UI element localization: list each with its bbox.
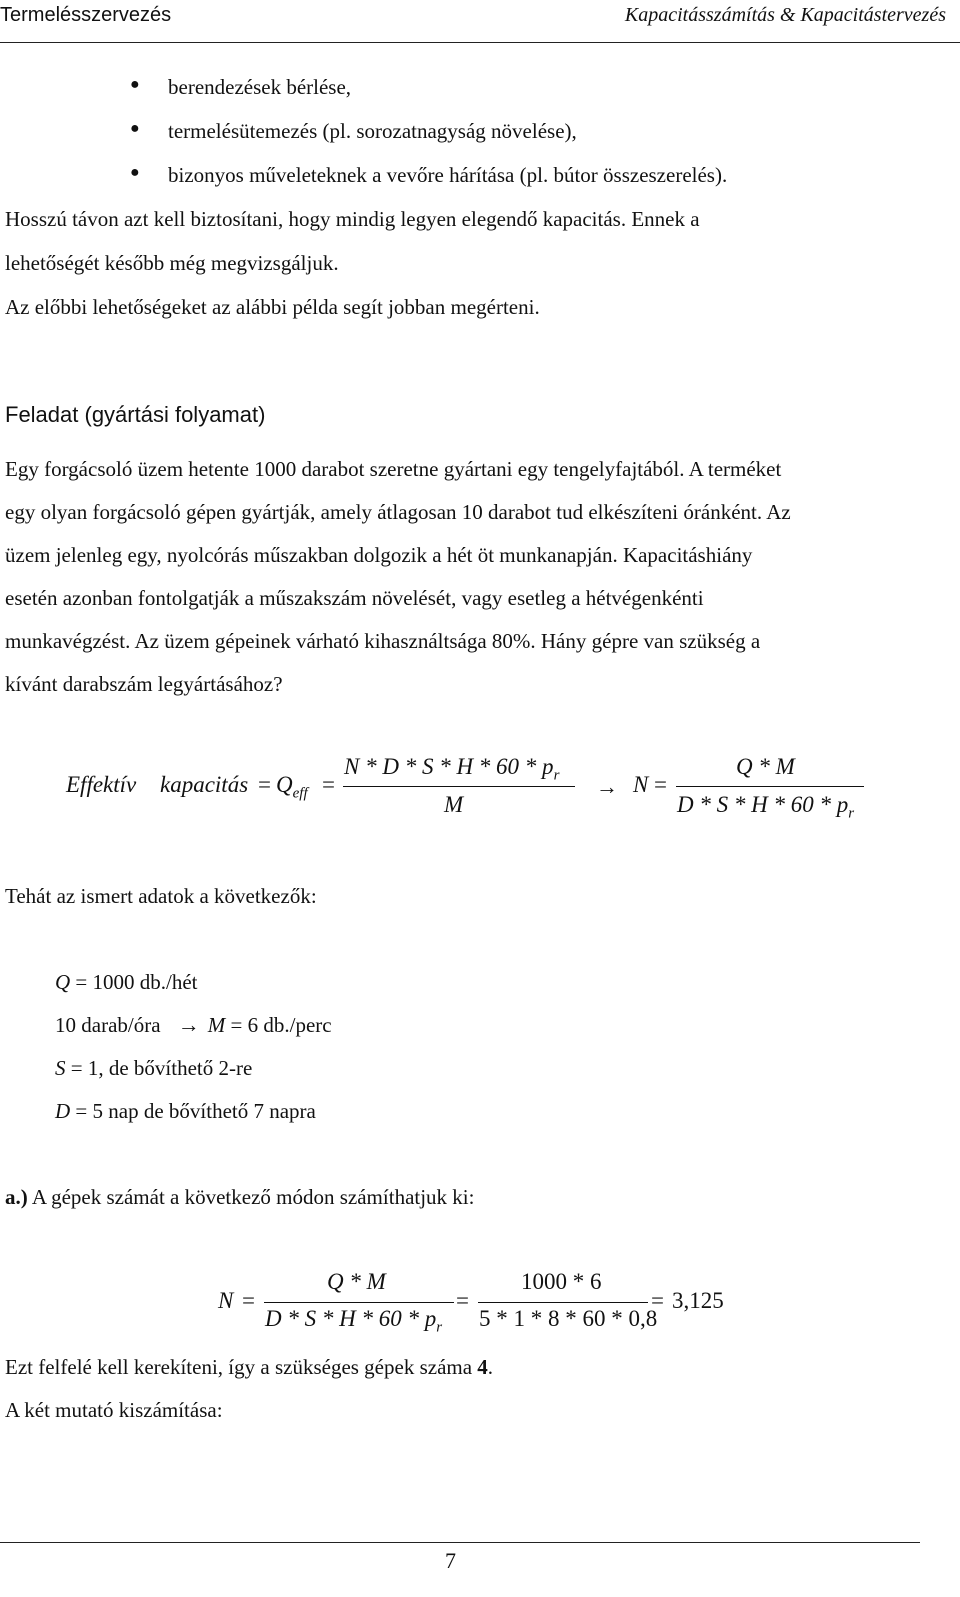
known-value-s: S = 1, de bővíthető 2-re [55,1056,253,1080]
paragraph-line: kívánt darabszám legyártásához? [5,672,283,696]
part-a-heading: a.) A gépek számát a következő módon számíthatjuk ki: [5,1185,475,1209]
bullet-item: berendezések bérlése, [168,75,352,99]
fraction-bar [478,1302,648,1303]
fraction-bar [264,1302,454,1303]
fraction-denominator: D * S * H * $60 * p_r$ [265,1306,443,1336]
paragraph-line: Tehát az ismert adatok a következők: [5,884,317,908]
conclusion-line: Ezt felfelé kell kerekíteni, így a szükséges gépek száma 4. [5,1355,494,1379]
bullet-item: bizonyos műveleteknek a vevőre hárítása (pl. bútor összeszerelés). [168,163,728,187]
paragraph-line: Egy forgácsoló üzem hetente 1000 darabot szeretne gyártani egy tengelyfajtából. A terméket [5,457,782,481]
variable: N [633,772,649,797]
paragraph-line: Az előbbi lehetőségeket az alábbi példa segít jobban megérteni. [5,295,540,319]
running-header-title: Termelésszervezés [0,4,172,26]
fraction-bar [343,786,575,787]
equals-sign: = [651,1288,664,1313]
result-value: 3,125 [672,1288,724,1313]
fraction-numerator: Q * M [327,1269,386,1294]
paragraph-line: munkavégzést. Az üzem gépeinek várható kihasználtsága 80%. Hány gépre van szükség a [5,629,761,653]
bullet-marker: ● [130,76,140,93]
bullet-marker: ● [130,164,140,181]
equals-sign: = [322,772,335,797]
paragraph-line: egy olyan forgácsoló gépen gyártják, amely átlagosan 10 darabot tud elkészíteni óránként. Az [5,500,791,524]
known-value-d: D = 5 nap de bővíthető 7 napra [55,1099,316,1123]
fraction-numerator: N * D * S * H * $60 * p_r$ [344,754,560,784]
fraction-numerator: Q * M [736,754,795,779]
section-heading: Feladat (gyártási folyamat) [5,402,266,427]
formula-lhs: kapacitás [160,772,249,797]
equals-sign: = [242,1288,255,1313]
equals-sign: = [258,772,271,797]
arrow-icon: → [177,1012,200,1037]
paragraph-line: lehetőségét később még megvizsgáljuk. [5,251,339,275]
known-value-rate: 10 darab/óra → M = 6 db./perc [55,1012,332,1037]
footer-divider [0,1542,920,1543]
equals-sign: = [456,1288,469,1313]
fraction-denominator: 5 * 1 * 8 * 60 * 0,8 [479,1306,658,1331]
known-value-q: Q = 1000 db./hét [55,970,198,994]
paragraph-line: esetén azonban fontolgatják a műszakszám növelését, vagy esetleg a hétvégenkénti [5,586,704,610]
equals-sign: = [654,772,667,797]
running-header-chapter: Kapacitásszámítás & Kapacitástervezés [624,4,946,26]
arrow-icon: → [596,774,618,799]
fraction-denominator: M [444,792,464,817]
paragraph-line: Hosszú távon azt kell biztosítani, hogy mindig legyen elegendő kapacitás. Ennek a [5,207,700,231]
paragraph-line: A két mutató kiszámítása: [5,1398,223,1422]
page-number: 7 [445,1548,456,1573]
variable: $Q_{eff}$ [276,772,308,802]
fraction-numerator: 1000 * 6 [521,1269,602,1294]
bullet-item: termelésütemezés (pl. sorozatnagyság növelése), [168,119,577,143]
header-divider [0,42,960,43]
bullet-marker: ● [130,120,140,137]
paragraph-line: üzem jelenleg egy, nyolcórás műszakban dolgozik a hét öt munkanapján. Kapacitáshiány [5,543,753,567]
fraction-bar [676,786,864,787]
fraction-denominator: D * S * H * $60 * p_r$ [677,792,855,822]
formula-lhs: Effektív [66,772,137,797]
variable: N [218,1288,234,1313]
